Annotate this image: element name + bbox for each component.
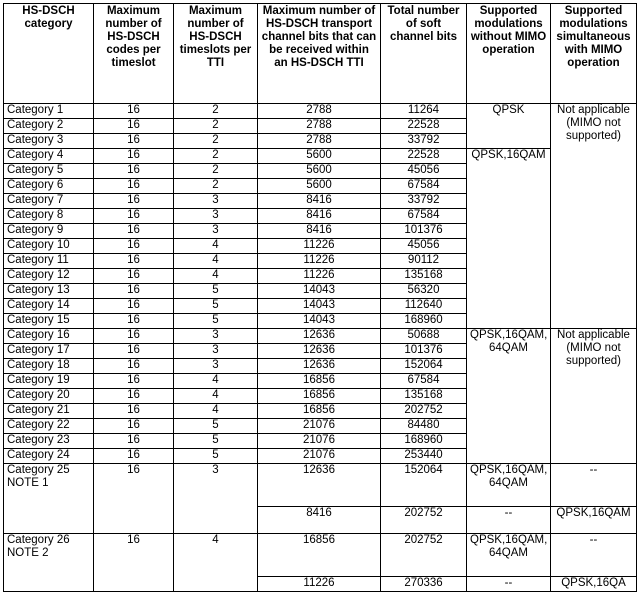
soft-bits-cell: 135168	[381, 389, 467, 404]
header-soft-bits: Total number of soft channel bits	[381, 4, 467, 104]
soft-bits-cell: 22528	[381, 119, 467, 134]
codes-cell: 16	[94, 164, 174, 179]
codes-cell: 16	[94, 419, 174, 434]
codes-cell: 16	[94, 449, 174, 464]
codes-cell: 16	[94, 404, 174, 419]
category-cell: Category 21	[4, 404, 94, 419]
soft-bits-cell: 202752	[381, 534, 467, 577]
transport-bits-cell: 14043	[258, 284, 381, 299]
category-cell: Category 3	[4, 134, 94, 149]
modulation-mimo-cell: QPSK,16QAM	[551, 507, 637, 534]
transport-bits-cell: 5600	[258, 164, 381, 179]
category-cell	[4, 534, 94, 592]
category-cell: Category 18	[4, 359, 94, 374]
category-note: NOTE 2	[7, 547, 49, 559]
transport-bits-cell: 5600	[258, 149, 381, 164]
transport-bits-cell: 8416	[258, 209, 381, 224]
soft-bits-cell: 168960	[381, 314, 467, 329]
codes-cell: 16	[94, 104, 174, 119]
transport-bits-cell: 16856	[258, 374, 381, 389]
category-cell: Category 8	[4, 209, 94, 224]
table-row	[4, 534, 637, 577]
category-cell: Category 17	[4, 344, 94, 359]
timeslots-cell: 3	[174, 344, 258, 359]
transport-bits-cell: 5600	[258, 179, 381, 194]
timeslots-cell: 5	[174, 299, 258, 314]
transport-bits-cell: 16856	[258, 404, 381, 419]
soft-bits-cell: 202752	[381, 404, 467, 419]
soft-bits-cell: 33792	[381, 194, 467, 209]
transport-bits-cell: 11226	[258, 239, 381, 254]
codes-cell: 16	[94, 179, 174, 194]
timeslots-cell: 5	[174, 419, 258, 434]
transport-bits-cell: 11226	[258, 577, 381, 592]
soft-bits-cell: 101376	[381, 224, 467, 239]
timeslots-cell: 2	[174, 119, 258, 134]
header-modulation-no-mimo: Supported modulations without MIMO operation	[467, 4, 551, 104]
category-cell: Category 2	[4, 119, 94, 134]
timeslots-cell: 2	[174, 164, 258, 179]
category-cell: Category 4	[4, 149, 94, 164]
modulation-no-mimo-cell: QPSK,16QAM, 64QAM	[467, 329, 551, 464]
soft-bits-cell: 101376	[381, 344, 467, 359]
category-cell: Category 15	[4, 314, 94, 329]
category-cell: Category 10	[4, 239, 94, 254]
soft-bits-cell: 253440	[381, 449, 467, 464]
timeslots-cell: 4	[174, 389, 258, 404]
soft-bits-cell: 33792	[381, 134, 467, 149]
modulation-mimo-cell: Not applicable (MIMO not supported)	[551, 329, 637, 464]
codes-cell: 16	[94, 534, 174, 592]
transport-bits-cell: 8416	[258, 194, 381, 209]
header-row	[4, 4, 637, 104]
table-row	[4, 464, 637, 507]
header-category: HS-DSCH category	[4, 4, 94, 104]
header-transport-bits: Maximum number of HS-DSCH transport channel bits that can be received within an HS-DSCH TTI	[258, 4, 381, 104]
modulation-mimo-cell: QPSK,16QA	[551, 577, 637, 592]
timeslots-cell: 3	[174, 464, 258, 534]
transport-bits-cell: 16856	[258, 389, 381, 404]
timeslots-cell: 5	[174, 284, 258, 299]
timeslots-cell: 2	[174, 149, 258, 164]
soft-bits-cell: 67584	[381, 179, 467, 194]
category-cell: Category 23	[4, 434, 94, 449]
modulation-no-mimo-cell: --	[467, 507, 551, 534]
category-cell: Category 1	[4, 104, 94, 119]
timeslots-cell: 2	[174, 134, 258, 149]
table-row	[4, 329, 637, 344]
transport-bits-cell: 21076	[258, 449, 381, 464]
transport-bits-cell: 12636	[258, 329, 381, 344]
hs-dsch-category-table	[3, 3, 637, 592]
codes-cell: 16	[94, 329, 174, 344]
modulation-no-mimo-cell: QPSK,16QAM	[467, 149, 551, 329]
category-cell: Category 24	[4, 449, 94, 464]
codes-cell: 16	[94, 149, 174, 164]
soft-bits-cell: 22528	[381, 149, 467, 164]
category-cell: Category 22	[4, 419, 94, 434]
codes-cell: 16	[94, 299, 174, 314]
codes-cell: 16	[94, 434, 174, 449]
transport-bits-cell: 11226	[258, 269, 381, 284]
timeslots-cell: 3	[174, 194, 258, 209]
soft-bits-cell: 67584	[381, 374, 467, 389]
timeslots-cell: 3	[174, 359, 258, 374]
category-cell: Category 12	[4, 269, 94, 284]
category-cell: Category 6	[4, 179, 94, 194]
timeslots-cell: 2	[174, 104, 258, 119]
transport-bits-cell: 11226	[258, 254, 381, 269]
modulation-no-mimo-cell: QPSK	[467, 104, 551, 149]
timeslots-cell: 3	[174, 224, 258, 239]
modulation-mimo-cell: --	[551, 464, 637, 507]
category-cell: Category 7	[4, 194, 94, 209]
modulation-mimo-cell: --	[551, 534, 637, 577]
soft-bits-cell: 50688	[381, 329, 467, 344]
category-cell: Category 9	[4, 224, 94, 239]
soft-bits-cell: 45056	[381, 239, 467, 254]
category-cell: Category 13	[4, 284, 94, 299]
soft-bits-cell: 168960	[381, 434, 467, 449]
modulation-no-mimo-cell: QPSK,16QAM, 64QAM	[467, 534, 551, 577]
timeslots-cell: 5	[174, 434, 258, 449]
transport-bits-cell: 2788	[258, 134, 381, 149]
codes-cell: 16	[94, 134, 174, 149]
transport-bits-cell: 21076	[258, 419, 381, 434]
transport-bits-cell: 2788	[258, 119, 381, 134]
header-codes: Maximum number of HS-DSCH codes per timeslot	[94, 4, 174, 104]
soft-bits-cell: 45056	[381, 164, 467, 179]
transport-bits-cell: 16856	[258, 534, 381, 577]
transport-bits-cell: 14043	[258, 299, 381, 314]
timeslots-cell: 3	[174, 209, 258, 224]
soft-bits-cell: 112640	[381, 299, 467, 314]
transport-bits-cell: 2788	[258, 104, 381, 119]
transport-bits-cell: 14043	[258, 314, 381, 329]
codes-cell: 16	[94, 374, 174, 389]
table-row	[4, 104, 637, 119]
modulation-mimo-cell: Not applicable (MIMO not supported)	[551, 104, 637, 329]
soft-bits-cell: 67584	[381, 209, 467, 224]
timeslots-cell: 4	[174, 404, 258, 419]
codes-cell: 16	[94, 239, 174, 254]
soft-bits-cell: 56320	[381, 284, 467, 299]
codes-cell: 16	[94, 194, 174, 209]
timeslots-cell: 5	[174, 314, 258, 329]
table-row	[4, 149, 637, 164]
category-label: Category 25	[7, 464, 70, 476]
codes-cell: 16	[94, 389, 174, 404]
category-note: NOTE 1	[7, 477, 49, 489]
codes-cell: 16	[94, 269, 174, 284]
transport-bits-cell: 12636	[258, 464, 381, 507]
transport-bits-cell: 12636	[258, 359, 381, 374]
transport-bits-cell: 8416	[258, 507, 381, 534]
category-cell	[4, 464, 94, 534]
modulation-no-mimo-cell: QPSK,16QAM, 64QAM	[467, 464, 551, 507]
soft-bits-cell: 152064	[381, 359, 467, 374]
timeslots-cell: 5	[174, 449, 258, 464]
transport-bits-cell: 8416	[258, 224, 381, 239]
codes-cell: 16	[94, 284, 174, 299]
transport-bits-cell: 12636	[258, 344, 381, 359]
modulation-no-mimo-cell: --	[467, 577, 551, 592]
soft-bits-cell: 135168	[381, 269, 467, 284]
codes-cell: 16	[94, 119, 174, 134]
category-cell: Category 11	[4, 254, 94, 269]
codes-cell: 16	[94, 464, 174, 534]
timeslots-cell: 4	[174, 254, 258, 269]
timeslots-cell: 4	[174, 269, 258, 284]
transport-bits-cell: 21076	[258, 434, 381, 449]
timeslots-cell: 4	[174, 534, 258, 592]
codes-cell: 16	[94, 224, 174, 239]
timeslots-cell: 3	[174, 329, 258, 344]
codes-cell: 16	[94, 314, 174, 329]
soft-bits-cell: 270336	[381, 577, 467, 592]
soft-bits-cell: 202752	[381, 507, 467, 534]
header-modulation-mimo: Supported modulations simultaneous with MIMO operation	[551, 4, 637, 104]
timeslots-cell: 4	[174, 374, 258, 389]
soft-bits-cell: 11264	[381, 104, 467, 119]
codes-cell: 16	[94, 209, 174, 224]
category-label: Category 26	[7, 534, 70, 546]
header-timeslots: Maximum number of HS-DSCH timeslots per TTI	[174, 4, 258, 104]
codes-cell: 16	[94, 344, 174, 359]
category-cell: Category 14	[4, 299, 94, 314]
soft-bits-cell: 152064	[381, 464, 467, 507]
category-cell: Category 19	[4, 374, 94, 389]
category-cell: Category 16	[4, 329, 94, 344]
timeslots-cell: 2	[174, 179, 258, 194]
category-cell: Category 20	[4, 389, 94, 404]
soft-bits-cell: 84480	[381, 419, 467, 434]
soft-bits-cell: 90112	[381, 254, 467, 269]
codes-cell: 16	[94, 359, 174, 374]
category-cell: Category 5	[4, 164, 94, 179]
timeslots-cell: 4	[174, 239, 258, 254]
codes-cell: 16	[94, 254, 174, 269]
table-body	[4, 104, 637, 592]
